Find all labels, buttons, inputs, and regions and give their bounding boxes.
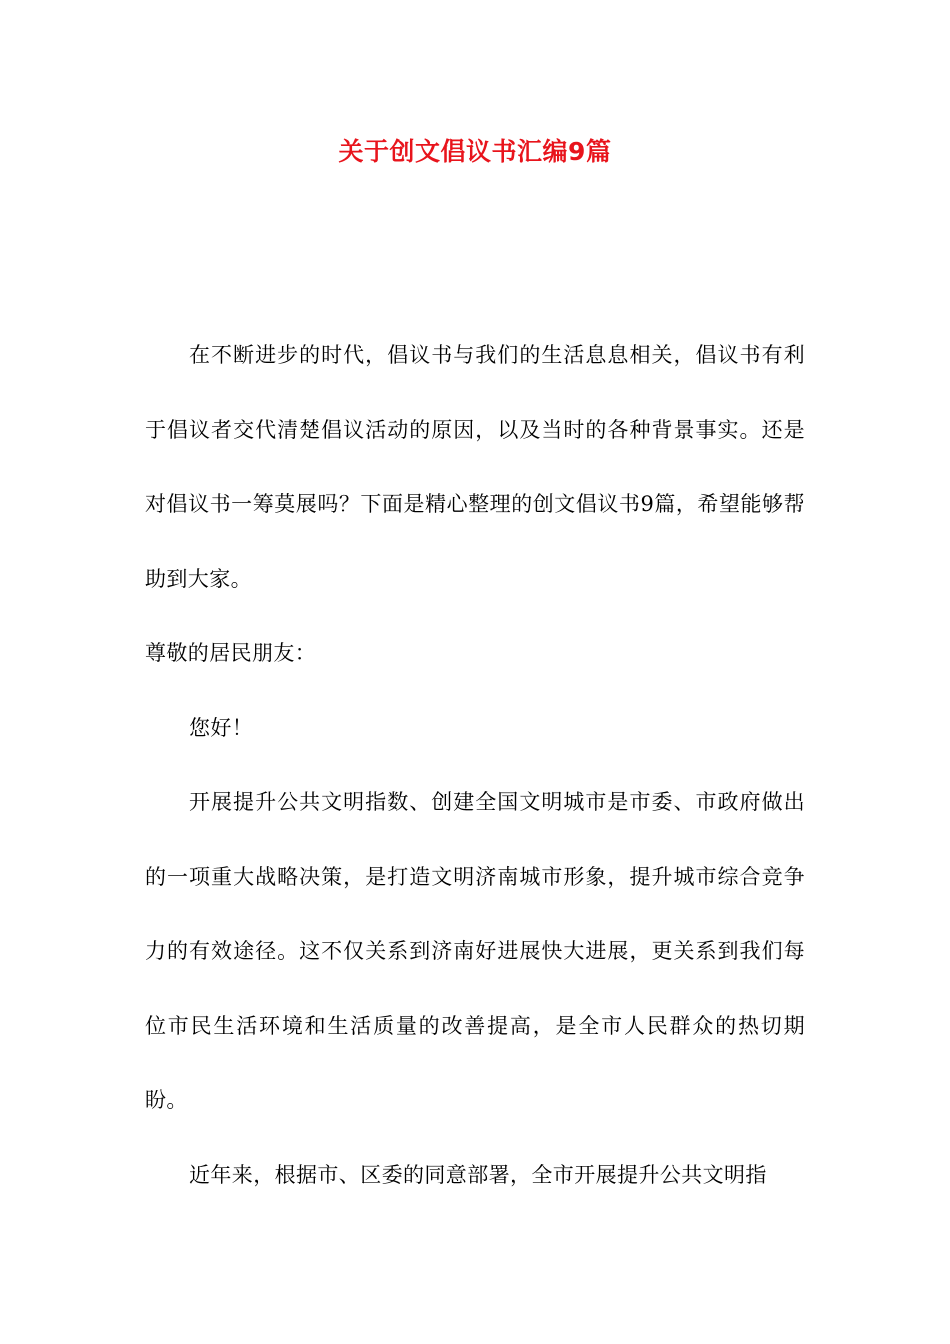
intro-paragraph: 在不断进步的时代，倡议书与我们的生活息息相关，倡议书有利于倡议者交代清楚倡议活动的原因，以及当时的各种背景事实。还是对倡议书一筹莫展吗？下面是精心整理的创文倡议书9篇，希望能够帮助到大家。 bbox=[145, 343, 805, 591]
greeting: 您好！ bbox=[189, 715, 254, 740]
document-title: 关于创文倡议书汇编9篇 bbox=[338, 137, 612, 166]
salutation: 尊敬的居民朋友： bbox=[145, 641, 317, 665]
body-paragraph: 近年来，根据市、区委的同意部署，全市开展提升公共文明指 bbox=[189, 1162, 767, 1187]
document-body bbox=[145, 318, 805, 1212]
body-paragraph: 开展提升公共文明指数、创建全国文明城市是市委、市政府做出的一项重大战略决策，是打造文明济南城市形象，提升城市综合竞争力的有效途径。这不仅关系到济南好进展快大进展，更关系到我们每位市民生活环境和生活质量的改善提高，是全市人民群众的热切期盼。 bbox=[145, 790, 805, 1112]
